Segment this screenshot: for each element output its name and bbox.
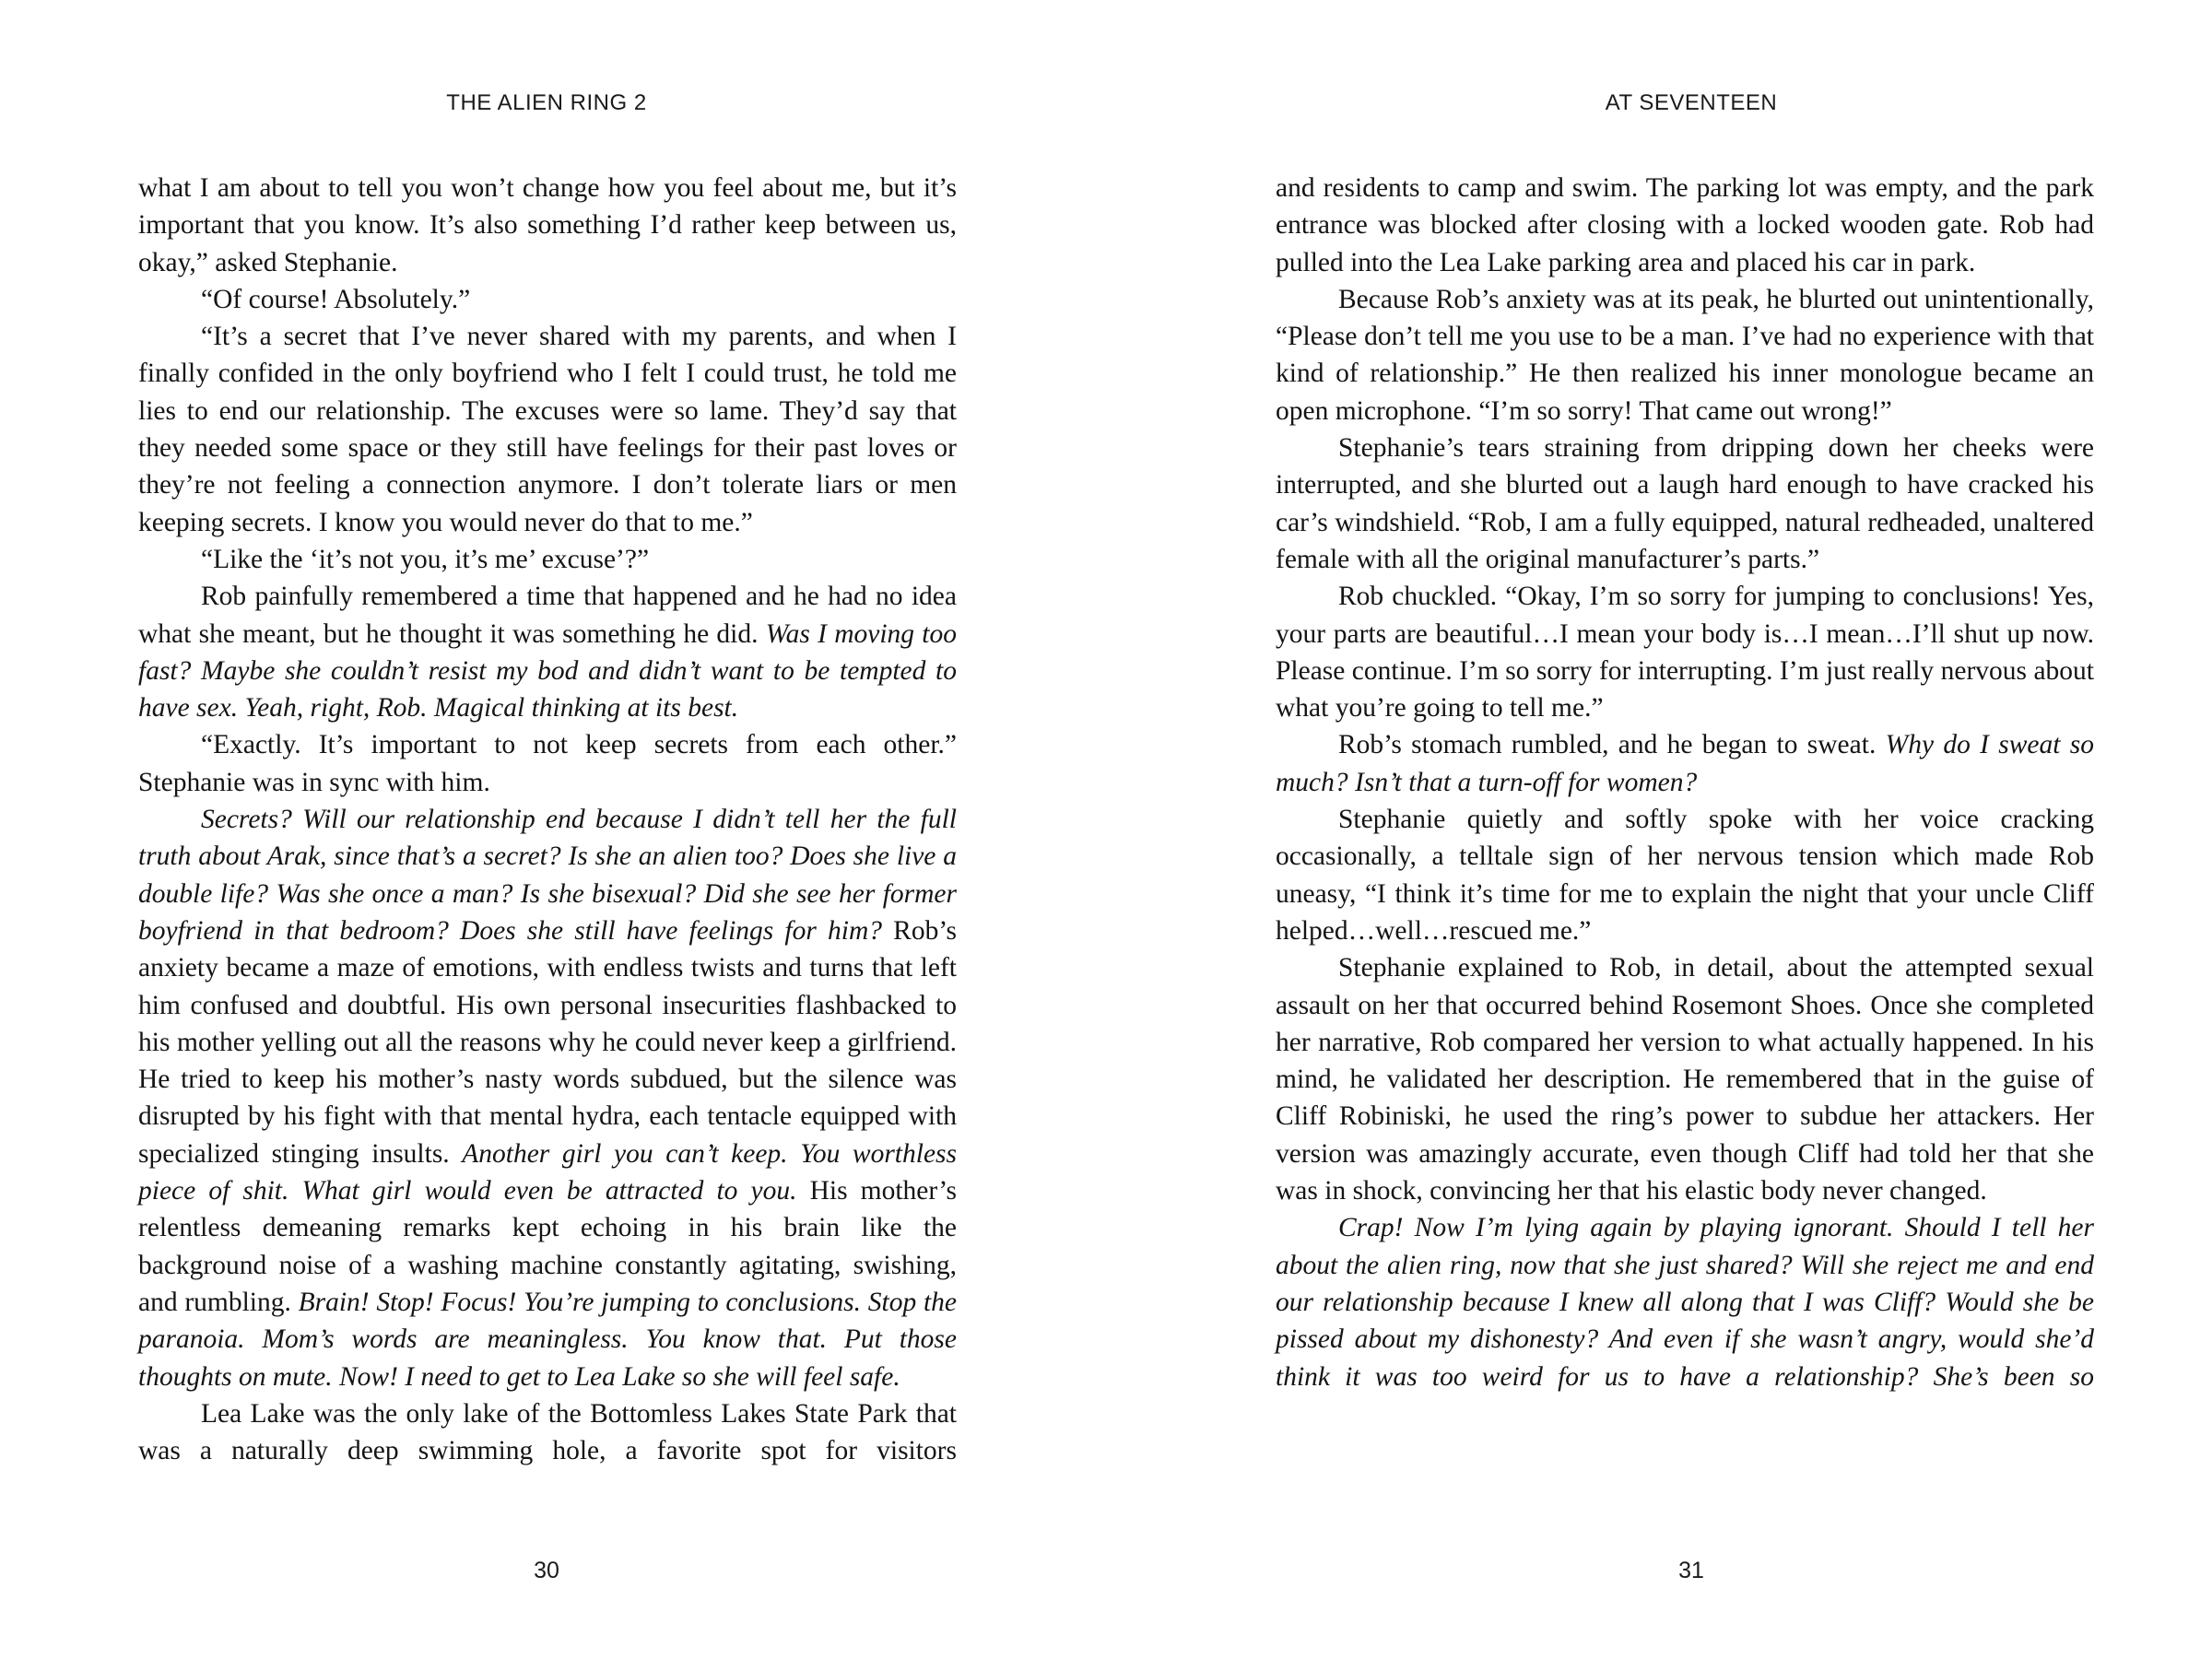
text-run: Stephanie quietly and softly spoke with her voice cracking occasionally, a telltale sign of her nervous tension which made Rob uneasy, “I think it’s time for me to explain the night that your uncle Cliff helped…well…rescued me.” — [1276, 805, 2094, 946]
paragraph — [1276, 801, 2094, 949]
paragraph — [1276, 1209, 2094, 1394]
text-run: Rob’s anxiety became a maze of emotions, with endless twists and turns that left him confused and doubtful. His own personal insecurities flashbacked to his mother yelling out all the reasons why he could never keep a girlfriend. He tried to keep his mother’s nasty words subdued, but the silence was disrupted by his fight with that mental hydra, each tentacle equipped with specialized stinging insults. — [138, 915, 958, 1169]
text-run: “It’s a secret that I’ve never shared with my parents, and when I finally confided in the only boyfriend who I felt I could trust, he told me lies to end our relationship. The excuses were so lame. They’d say that they needed some space or they still have feelings for their past loves or they’re not feeling a connection anymore. I don’t tolerate liars or men keeping secrets. I know you would never do that to me.” — [138, 322, 957, 537]
paragraph — [138, 578, 957, 726]
paragraph — [138, 170, 957, 281]
text-run: “Of course! Absolutely.” — [201, 284, 471, 314]
running-head-left: THE ALIEN RING 2 — [446, 90, 647, 115]
paragraph — [1276, 949, 2094, 1209]
text-run: what I am about to tell you won’t change how you feel about me, but it’s important that you know. It’s also something I’d rather keep between us, okay,” asked Stephanie. — [138, 173, 957, 277]
text-run: His mother’s relentless demeaning remarks kept echoing in his brain like the background noise of a washing machine constantly agitating, swishing, and rumbling. — [138, 1176, 957, 1317]
italic-text: Secrets? Will our relationship end because I didn’t tell her the full truth about Arak, since that’s a secret? Is she an alien too? Does she live a double life? Was she once a man? Is she bisexual? Did she see her former boyfriend in that bedroom? Does she still have feelings for him? — [138, 805, 957, 946]
paragraph — [1276, 726, 2094, 801]
italic-text: Brain! Stop! Focus! You’re jumping to conclusions. Stop the paranoia. Mom’s words are meaningless. You know that. Put those thoughts on mute. Now! I need to get to Lea Lake so she will feel safe. — [138, 1287, 957, 1392]
text-run: Lea Lake was the only lake of the Bottomless Lakes State Park that was a naturally deep swimming hole, a favorite spot for visitors — [138, 1398, 957, 1466]
paragraph — [1276, 281, 2094, 429]
paragraph — [138, 318, 957, 541]
page-number-right: 31 — [1678, 1558, 1704, 1583]
paragraph — [1276, 170, 2094, 281]
italic-text: Was I moving too fast? Maybe she couldn’t resist my bod and didn’t want to be tempted to have sex. Yeah, right, Rob. Magical thinking at its best. — [138, 618, 957, 724]
page-number-left: 30 — [534, 1558, 559, 1583]
italic-text: Why do I sweat so much? Isn’t that a turn-off for women? — [1276, 730, 2094, 797]
text-run: Because Rob’s anxiety was at its peak, he blurted out unintentionally, “Please don’t tell me you use to be a man. I’ve had no experience with that kind of relationship.” He then realized his inner monologue became an open microphone. “I’m so sorry! That came out wrong!” — [1276, 284, 2094, 426]
italic-text: Another girl you can’t keep. You worthless piece of shit. What girl would even be attracted to you. — [138, 1138, 957, 1206]
body-text-right — [1276, 170, 2094, 1395]
text-run: Stephanie’s tears straining from dripping down her cheeks were interrupted, and she blurted out a laugh hard enough to have cracked his car’s windshield. “Rob, I am a fully equipped, natural redheaded, unaltered female with all the original manufacturer’s parts.” — [1276, 433, 2094, 574]
paragraph — [138, 541, 957, 578]
paragraph — [1276, 429, 2094, 578]
text-run: Rob chuckled. “Okay, I’m so sorry for jumping to conclusions! Yes, your parts are beautiful…I mean your body is…I mean…I’ll shut up now. Please continue. I’m so sorry for interrupting. I’m just really nervous about what you’re going to tell me.” — [1276, 582, 2094, 724]
running-head-right: AT SEVENTEEN — [1605, 90, 1778, 115]
italic-text: Crap! Now I’m lying again by playing ignorant. Should I tell her about the alien ring, now that she just shared? Will she reject me and end our relationship because I knew all along that I was Cliff? Would she be pissed about my dishonesty? And even if she wasn’t angry, would she’d think it was too weird for us to have a relationship? She’s been so — [1276, 1213, 2094, 1392]
right-page — [1106, 0, 2212, 1659]
paragraph — [1276, 578, 2094, 726]
text-run: and residents to camp and swim. The parking lot was empty, and the park entrance was blocked after closing with a locked wooden gate. Rob had pulled into the Lea Lake parking area and placed his car in park. — [1276, 173, 2094, 277]
paragraph — [138, 726, 957, 801]
text-run: “Like the ‘it’s not you, it’s me’ excuse’?” — [201, 544, 650, 574]
paragraph — [138, 1395, 957, 1470]
text-run: “Exactly. It’s important to not keep secrets from each other.” Stephanie was in sync with him. — [138, 730, 957, 797]
paragraph — [138, 801, 957, 1395]
text-run: Rob’s stomach rumbled, and he began to sweat. — [1338, 730, 1886, 760]
body-text-left — [138, 170, 957, 1469]
text-run: Stephanie explained to Rob, in detail, about the attempted sexual assault on her that occurred behind Rosemont Shoes. Once she completed her narrative, Rob compared her version to what actually happened. In his mind, he validated her description. He remembered that in the guise of Cliff Robiniski, he used the ring’s power to subdue her attackers. Her version was amazingly accurate, even though Cliff had told her that she was in shock, convincing her that his elastic body never changed. — [1276, 953, 2094, 1206]
paragraph — [138, 281, 957, 318]
text-run: Rob painfully remembered a time that happened and he had no idea what she meant, but he thought it was something he did. — [138, 582, 957, 649]
